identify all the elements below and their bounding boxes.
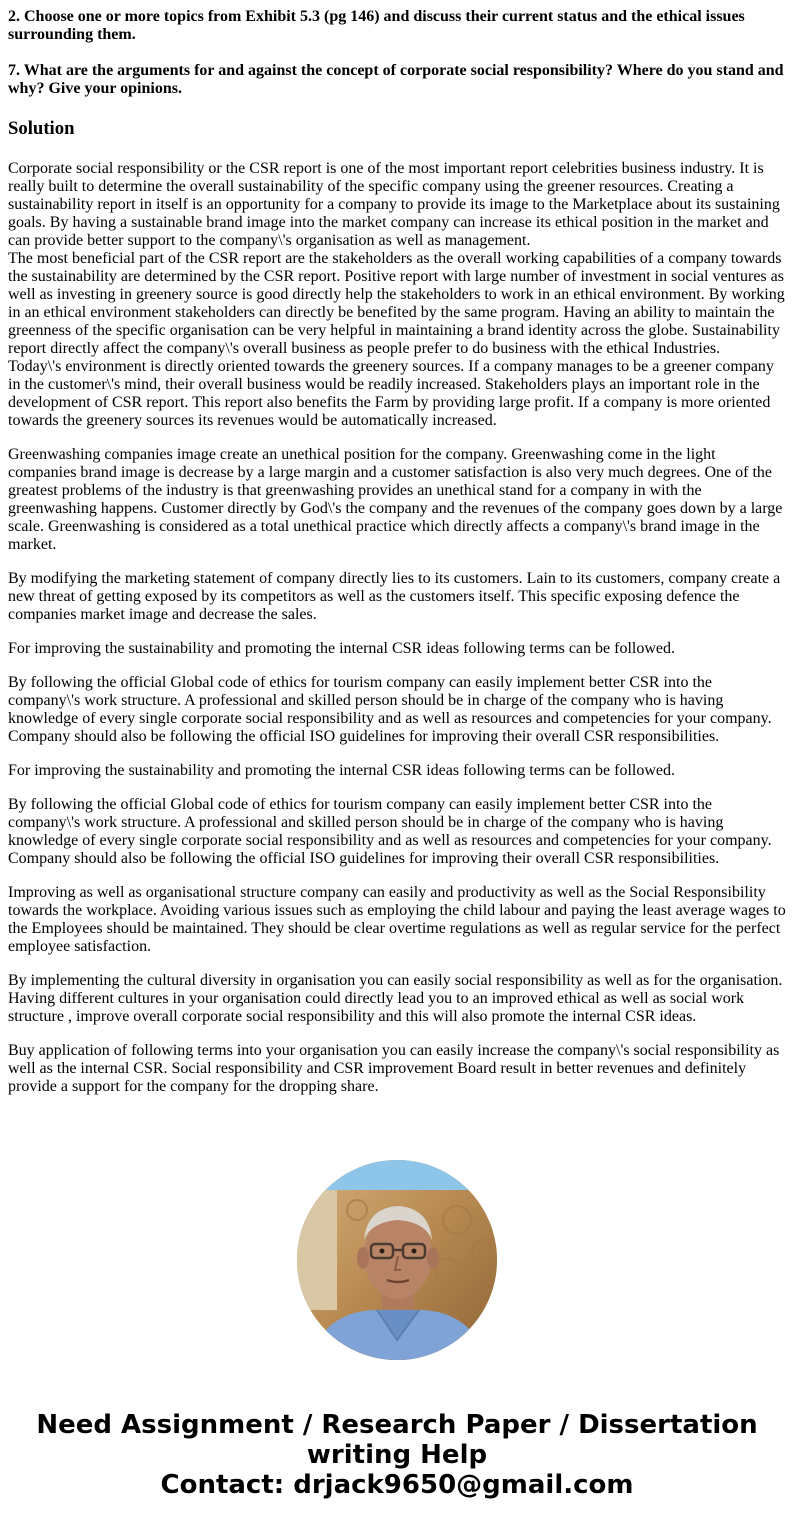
cta-line: Need Assignment / Research Paper / Dissertation — [36, 1410, 758, 1440]
paragraph: Greenwashing companies image create an unethical position for the company. Greenwashing come in the light companies brand image is decrease by a large margin and a customer satisfaction is also very much degrees. One of the greatest problems of the industry is that greenwashing provides an unethical stand for a company in with the greenwashing happens. Customer directly by God\'s the company and the revenues of the company goes down by a large scale. Greenwashing is considered as a total unethical practice which directly affects a company\'s brand image in the market. — [8, 446, 783, 553]
paragraph: Buy application of following terms into your organisation you can easily increase the company\'s social responsibility as well as the internal CSR. Social responsibility and CSR improvement Board result in better revenues and definitely provide a support for the company for the dropping share. — [8, 1042, 780, 1095]
paragraph: Today\'s environment is directly oriented towards the greenery sources. If a company manages to be a greener company in the customer\'s mind, their overall business would be readily increased. Stakeholders plays an important role in the development of CSR report. This report also benefits the Farm by providing large profit. If a company is more oriented towards the greenery sources its revenues would be automatically increased. — [8, 358, 774, 429]
cta-line: writing Help — [306, 1440, 488, 1470]
solution-heading: Solution — [8, 118, 75, 139]
paragraph: Improving as well as organisational structure company can easily and productivity as well as the Social Responsibility towards the workplace. Avoiding various issues such as employing the child labour and paying the least average wages to the Employees should be maintained. They should be clear overtime regulations as well as regular service for the perfect employee satisfaction. — [8, 884, 786, 955]
contact-banner — [8, 1410, 786, 1500]
paragraph: Corporate social responsibility or the CSR report is one of the most important report celebrities business industry. It is really built to determine the overall sustainability of the specific company using the greener resources. Creating a sustainability report in itself is an opportunity for a company to provide its image to the Marketplace about its sustaining goals. By having a sustainable brand image into the market company can increase its ethical position in the market and can provide better support to the company\'s organisation as well as management. — [8, 160, 780, 249]
paragraph: For improving the sustainability and promoting the internal CSR ideas following terms can be followed. — [8, 762, 676, 779]
paragraph: By following the official Global code of ethics for tourism company can easily implement better CSR into the company\'s work structure. A professional and skilled person should be in charge of the company who is having knowledge of every single corporate social responsibility and as well as resources and competencies for your company. Company should also be following the official ISO guidelines for improving their overall CSR responsibilities. — [8, 796, 772, 867]
paragraph: By modifying the marketing statement of company directly lies to its customers. Lain to its customers, company create a new threat of getting exposed by its competitors as well as the customers itself. This specific exposing defence the companies market image and decrease the sales. — [8, 570, 781, 623]
paragraph-block-intro — [8, 160, 786, 430]
author-photo-container — [8, 1160, 786, 1360]
paragraph: By implementing the cultural diversity in organisation you can easily social responsibility as well as for the organisation. Having different cultures in your organisation could directly lead you to an improved ethical as well as social work structure , improve overall corporate social responsibility and this will also promote the internal CSR ideas. — [8, 972, 783, 1025]
author-avatar — [297, 1160, 497, 1360]
paragraph: The most beneficial part of the CSR report are the stakeholders as the overall working capabilities of a company towards the sustainability are determined by the CSR report. Positive report with large number of investment in social ventures as well as investing in greenery source is good directly help the stakeholders to work in an ethical environment. By working in an ethical environment stakeholders can directly be benefited by the same program. Having an ability to maintain the greenness of the specific organisation can be very helpful in maintaining a brand identity across the globe. Sustainability report directly affect the company\'s overall business as people prefer to do business with the ethical Industries. — [8, 250, 785, 357]
paragraph: By following the official Global code of ethics for tourism company can easily implement better CSR into the company\'s work structure. A professional and skilled person should be in charge of the company who is having knowledge of every single corporate social responsibility and as well as resources and competencies for your company. Company should also be following the official ISO guidelines for improving their overall CSR responsibilities. — [8, 674, 772, 745]
contact-email: Contact: drjack9650@gmail.com — [160, 1470, 634, 1500]
author-portrait-icon — [297, 1160, 497, 1360]
paragraph: For improving the sustainability and promoting the internal CSR ideas following terms can be followed. — [8, 640, 676, 657]
question-7: 7. What are the arguments for and against the concept of corporate social responsibility? Where do you stand and why? Give your opinions. — [8, 62, 784, 97]
question-2: 2. Choose one or more topics from Exhibit 5.3 (pg 146) and discuss their current status and the ethical issues surrounding them. — [8, 8, 745, 43]
